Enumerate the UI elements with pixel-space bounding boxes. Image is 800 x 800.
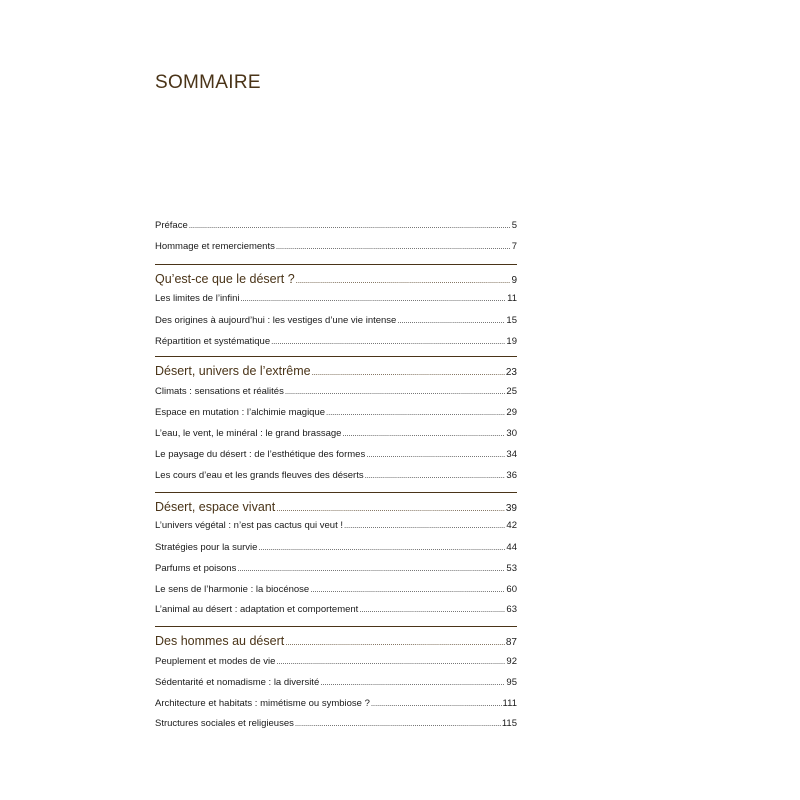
toc-page-number: 30 <box>506 428 517 439</box>
toc-entry <box>155 520 517 532</box>
section-divider <box>155 492 517 493</box>
toc-page-number: 95 <box>506 677 517 688</box>
toc-entry-title: Peuplement et modes de vie <box>155 656 276 667</box>
section-divider <box>155 626 517 627</box>
toc-entry-title: Le sens de l’harmonie : la biocénose <box>155 584 310 595</box>
toc-entry <box>155 698 517 710</box>
toc-entry <box>155 336 517 348</box>
toc-page-number: 9 <box>511 275 517 286</box>
dot-leader <box>285 634 505 650</box>
section-divider <box>155 356 517 357</box>
toc-page-number: 23 <box>505 367 517 378</box>
toc-page-number: 25 <box>506 386 517 397</box>
toc-entry-title: Préface <box>155 220 188 231</box>
dot-leader <box>276 241 511 253</box>
toc-entry-title: Stratégies pour la survie <box>155 542 258 553</box>
toc-page-number: 44 <box>506 542 517 553</box>
toc-entry-title: Climats : sensations et réalités <box>155 386 284 397</box>
toc-page-number: 19 <box>506 336 517 347</box>
section-divider <box>155 264 517 265</box>
toc-entry-title: L’animal au désert : adaptation et comportement <box>155 604 359 615</box>
toc-page-number: 92 <box>506 656 517 667</box>
dot-leader <box>285 386 506 398</box>
toc-section-title: Des hommes au désert <box>155 634 285 648</box>
dot-leader <box>276 656 505 668</box>
toc-page-number: 63 <box>506 604 517 615</box>
toc-entry <box>155 407 517 419</box>
toc-entry <box>155 449 517 461</box>
toc-entry <box>155 563 517 575</box>
dot-leader <box>295 718 501 730</box>
toc-entry <box>155 718 517 730</box>
toc-section <box>155 634 517 650</box>
toc-entry-title: L’univers végétal : n’est pas cactus qui veut ! <box>155 520 343 531</box>
toc-page-number: 15 <box>506 315 517 326</box>
toc-entry <box>155 584 517 596</box>
toc-page-number: 39 <box>505 503 517 514</box>
toc-entry-title: Des origines à aujourd’hui : les vestiges d’une vie intense <box>155 315 397 326</box>
dot-leader <box>271 336 505 348</box>
toc-section <box>155 272 517 288</box>
dot-leader <box>310 584 505 596</box>
toc-entry-title: Espace en mutation : l’alchimie magique <box>155 407 326 418</box>
dot-leader <box>320 677 505 689</box>
toc-entry <box>155 315 517 327</box>
page-title: SOMMAIRE <box>155 72 261 93</box>
toc-entry-title: Répartition et systématique <box>155 336 271 347</box>
toc-section-title: Qu’est-ce que le désert ? <box>155 272 295 286</box>
dot-leader <box>237 563 505 575</box>
toc-page-number: 115 <box>501 718 517 729</box>
toc-entry <box>155 542 517 554</box>
toc-entry-title: Les limites de l’infini <box>155 293 240 304</box>
dot-leader <box>240 293 506 305</box>
toc-entry <box>155 293 517 305</box>
toc-section <box>155 364 517 380</box>
toc-page-number: 5 <box>511 220 517 231</box>
dot-leader <box>276 500 505 516</box>
toc-page-number: 111 <box>502 698 517 709</box>
toc-entry-title: Les cours d’eau et les grands fleuves des déserts <box>155 470 364 481</box>
toc-page-number: 34 <box>506 449 517 460</box>
dot-leader <box>344 520 505 532</box>
dot-leader <box>342 428 505 440</box>
toc-entry <box>155 604 517 616</box>
toc-entry-title: Sédentarité et nomadisme : la diversité <box>155 677 320 688</box>
dot-leader <box>359 604 505 616</box>
dot-leader <box>296 272 511 288</box>
toc-entry <box>155 428 517 440</box>
dot-leader <box>371 698 502 710</box>
toc-entry-title: Structures sociales et religieuses <box>155 718 294 729</box>
toc-page-number: 36 <box>506 470 517 481</box>
toc-entry-title: Hommage et remerciements <box>155 241 275 252</box>
toc-entry-title: L’eau, le vent, le minéral : le grand brassage <box>155 428 342 439</box>
toc-page-number: 29 <box>506 407 517 418</box>
toc-page-number: 60 <box>506 584 517 595</box>
toc-entry-title: Architecture et habitats : mimétisme ou symbiose ? <box>155 698 370 709</box>
toc-entry <box>155 677 517 689</box>
toc-entry <box>155 220 517 232</box>
dot-leader <box>366 449 505 461</box>
dot-leader <box>312 364 505 380</box>
toc-entry-title: Parfums et poisons <box>155 563 237 574</box>
toc-entry <box>155 241 517 253</box>
toc-section-title: Désert, espace vivant <box>155 500 276 514</box>
toc-page-number: 53 <box>506 563 517 574</box>
dot-leader <box>326 407 505 419</box>
toc-page-number: 42 <box>506 520 517 531</box>
toc-section <box>155 500 517 516</box>
dot-leader <box>189 220 511 232</box>
toc-page-number: 11 <box>507 293 517 304</box>
toc-entry <box>155 386 517 398</box>
dot-leader <box>397 315 505 327</box>
dot-leader <box>365 470 506 482</box>
toc-page-number: 87 <box>505 637 517 648</box>
toc-entry <box>155 656 517 668</box>
toc-entry-title: Le paysage du désert : de l’esthétique des formes <box>155 449 366 460</box>
toc-page-number: 7 <box>511 241 517 252</box>
toc-section-title: Désert, univers de l’extrême <box>155 364 311 378</box>
dot-leader <box>258 542 505 554</box>
toc-entry <box>155 470 517 482</box>
